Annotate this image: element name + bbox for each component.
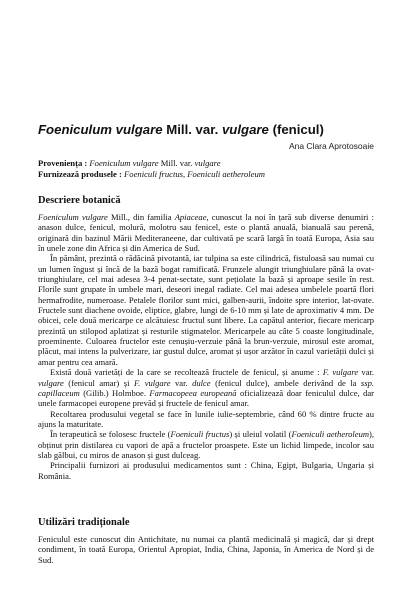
p3-text-b: (fenicul amar) și — [63, 377, 134, 388]
p3-text-e: oficializează doar feniculul dulce, dar unele farmacopei europene prevăd și fructele de fenicul amar. — [38, 387, 374, 409]
p1-family: Apiaceae — [174, 212, 207, 222]
p1-genus: Foeniculum vulgare — [38, 212, 108, 222]
p3-text-c: (fenicul dulce), ambele derivând de la — [210, 377, 361, 388]
p5-fructus: Foeniculi fructus — [170, 429, 230, 440]
p3-var-b: var. — [170, 377, 193, 388]
monograph-title — [38, 122, 378, 138]
products-fructus: Foeniculi fructus — [124, 168, 183, 179]
p3-species-a: F. vulgare — [322, 367, 359, 378]
section-heading-traditional-uses: Utilizări tradiționale — [38, 517, 130, 528]
p3-var-a: var. — [358, 367, 375, 378]
p1-text-b: , cunoscut la noi în țară sub diverse denumiri : anason dulce, fenicul, molură, molotru sau fenicel, este o plantă anuală, bianuală sau perenă, originară din bazinul Mării Mediteraneene, dar cultivată pe scară largă în toată Europa, Asia sau în unele zone din Africa și din America de Sud. — [38, 212, 374, 254]
paragraph-6: Principalii furnizori ai produsului medicamentos sunt : China, Egipt, Bulgaria, Ungaria și România. — [38, 460, 374, 481]
provenance-mid: Mill. var. — [158, 158, 195, 168]
provenance-label: Proveniența : — [38, 158, 88, 168]
products-separator: , — [182, 168, 188, 179]
paragraph-1 — [38, 212, 374, 253]
paragraph-4: Recoltarea produsului vegetal se face în lunile iulie-septembrie, când 60 % dintre fructe au ajuns la maturitate. — [38, 408, 374, 429]
p3-text-a: Există două varietăți de la care se recoltează fructele de fenicul, și anume : — [50, 367, 323, 378]
title-variety: vulgare — [221, 122, 269, 137]
p3-variety-b: dulce — [192, 377, 211, 388]
title-common-name: (fenicul) — [272, 122, 324, 137]
products-aetheroleum: Foeniculi aetheroleum — [187, 168, 265, 179]
products-label: Furnizează produsele : — [38, 168, 122, 179]
p5-text-b: ) și uleiul volatil ( — [229, 429, 292, 440]
p3-species-b: F. vulgare — [133, 377, 171, 388]
p5-aetheroleum: Foeniculi aetheroleum — [291, 429, 370, 440]
botanical-description — [38, 212, 374, 481]
paragraph-2: În pământ, prezintă o rădăcină pivotantă, iar tulpina sa este cilindrică, fistuloasă sau numai cu un lumen îngust și încă de la bază bogat ramificată. Frunzele alungit triunghiulare până la ovat-triunghiulare, cel mai adesea 3-4 penat-sectate, sunt pețiolate la bază și aproape sesile în rest. Florile sunt grupate în umbele mari, deseori inegal radiate. Cel mai adesea umbelele poartă flori hermafrodite, numeroase. Petalele florilor sunt mici, galben-aurii, îndoite spre interior, lat-ovate. Fructele sunt diachene ovoide, eliptice, glabre, lungi de 6-10 mm și late de aproximativ 4 mm. De obicei, cele două mericarpe ce alcătuiesc fructul sunt libere. La capătul anterior, fiecare mericarp prezintă un stilopod aplatizat și resturile stigmatelor. Mericarpele au câte 5 coaste longitudinale, proeminente. Culoarea fructelor este cenușiu-verzuie până la brun-verzuie, mirosul este aromat, plăcut, mai intens la pulverizare, iar gustul dulce, aromat și ușor arzător în cazul varietății dulci și amar pentru cea amară. — [38, 253, 374, 367]
products-line — [38, 169, 378, 180]
p3-subspecies: ssp. capillaceum — [38, 377, 374, 398]
p5-text-a: În terapeutică se folosesc fructele ( — [50, 429, 171, 440]
product-info — [38, 158, 378, 179]
paragraph-3 — [38, 367, 374, 408]
paragraph-5 — [38, 429, 374, 460]
title-genus: Foeniculum vulgare — [38, 122, 163, 137]
p1-text-a: Mill., din familia — [107, 212, 175, 222]
p3-variety-a: vulgare — [38, 377, 64, 388]
provenance-line — [38, 158, 378, 169]
traditional-uses — [38, 534, 374, 565]
p3-text-d: (Gilib.) Holmboe. — [79, 387, 150, 398]
section-heading-botanical: Descriere botanică — [38, 195, 121, 206]
author-name: Ana Clara Aprotosoaie — [288, 141, 374, 151]
p5-text-c: ), obținut prin distilarea cu vapori de apă a fructelor proaspete. Este un lichid limpede, incolor sau slab gălbui, cu miros de anason și gust dulceag. — [38, 429, 375, 460]
paragraph-7: Feniculul este cunoscut din Antichitate, nu numai ca plantă medicinală și magică, dar și drept condiment, în toată Europa, Orientul Apropiat, India, China, Japonia, în America de Nord și de Sud. — [38, 534, 374, 565]
provenance-variety: vulgare — [194, 158, 221, 168]
provenance-species: Foeniculum vulgare — [89, 158, 159, 168]
p3-pharmacopoeia: Farmacopeea europeană — [149, 387, 237, 398]
title-author: Mill. var. — [166, 122, 219, 137]
